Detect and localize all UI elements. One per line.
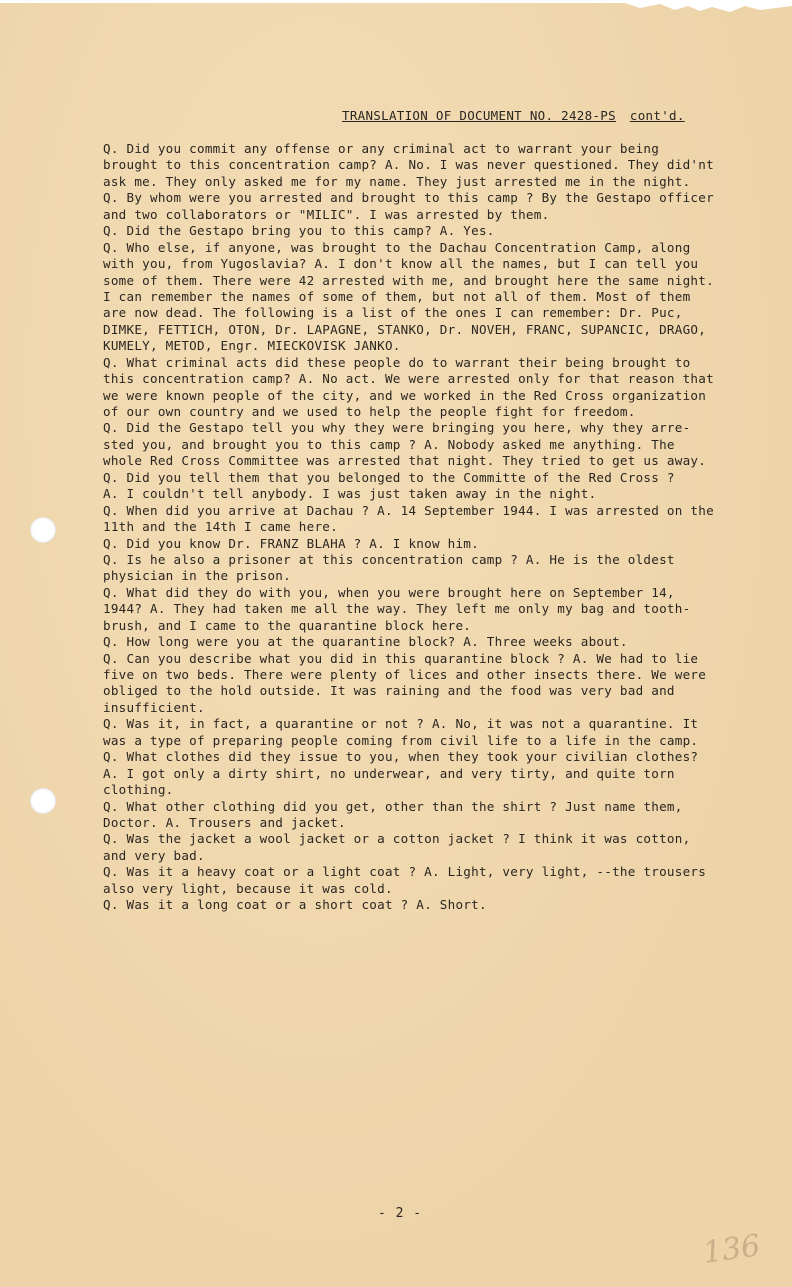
- page-number: - 2 -: [378, 1206, 423, 1221]
- text-line: Q. Did you tell them that you belonged to the Committe of the Red Cross ?: [103, 469, 675, 485]
- text-line: Q. By whom were you arrested and brought to this camp ? By the Gestapo officer: [103, 190, 714, 206]
- text-line: Q. Is he also a prisoner at this concentration camp ? A. He is the oldest: [103, 551, 675, 567]
- text-line: Q. What clothes did they issue to you, when they took your civilian clothes?: [103, 749, 699, 765]
- text-line: KUMELY, METOD, Engr. MIECKOVISK JANKO.: [103, 338, 401, 354]
- text-line: sted you, and brought you to this camp ? A. Nobody asked me anything. The: [103, 436, 675, 452]
- text-line: Q. Was it a heavy coat or a light coat ? A. Light, very light, --the trousers: [103, 864, 707, 880]
- text-line: Q. Did you know Dr. FRANZ BLAHA ? A. I know him.: [103, 535, 479, 551]
- text-line: 1944? A. They had taken me all the way. They left me only my bag and tooth-: [103, 601, 691, 617]
- text-line: physician in the prison.: [103, 568, 291, 584]
- text-line: Q. What other clothing did you get, other than the shirt ? Just name them,: [103, 798, 683, 814]
- text-line: this concentration camp? A. No act. We were arrested only for that reason that: [103, 371, 714, 387]
- text-line: Doctor. A. Trousers and jacket.: [103, 814, 346, 830]
- text-line: A. I couldn't tell anybody. I was just taken away in the night.: [103, 486, 597, 502]
- text-line: Q. Was it, in fact, a quarantine or not ? A. No, it was not a quarantine. It: [103, 716, 699, 732]
- text-line: five on two beds. There were plenty of lices and other insects there. We were: [103, 667, 707, 682]
- testimony-body: [103, 141, 753, 914]
- punch-hole-upper: [30, 517, 56, 543]
- document-header: [342, 108, 685, 123]
- punch-hole-lower: [30, 788, 56, 814]
- text-line: brought to this concentration camp? A. No. I was never questioned. They did'nt: [103, 157, 714, 173]
- text-line: also very light, because it was cold.: [103, 880, 393, 896]
- text-line: Q. Did the Gestapo tell you why they were bringing you here, why they arre-: [103, 420, 691, 436]
- text-line: brush, and I came to the quarantine block here.: [103, 617, 472, 633]
- text-line: whole Red Cross Committee was arrested that night. They tried to get us away.: [103, 453, 707, 469]
- text-line: Q. What criminal acts did these people do to warrant their being brought to: [103, 354, 691, 370]
- text-line: Q. Can you describe what you did in this quarantine block ? A. We had to lie: [103, 650, 699, 666]
- text-line: Q. Was the jacket a wool jacket or a cotton jacket ? I think it was cotton,: [103, 831, 691, 847]
- text-line: was a type of preparing people coming from civil life to a life in the camp.: [103, 732, 699, 748]
- text-line: I can remember the names of some of them, but not all of them. Most of them: [103, 288, 691, 304]
- text-line: Q. Did the Gestapo bring you to this camp? A. Yes.: [103, 223, 495, 239]
- text-line: obliged to the hold outside. It was raining and the food was very bad and: [103, 683, 675, 699]
- text-line: with you, from Yugoslavia? A. I don't know all the names, but I can tell you: [103, 256, 699, 272]
- folio-stamp: 136: [700, 1228, 763, 1271]
- text-line: insufficient.: [103, 699, 205, 715]
- text-line: Q. When did you arrive at Dachau ? A. 14 September 1944. I was arrested on the: [103, 502, 714, 518]
- text-line: DIMKE, FETTICH, OTON, Dr. LAPAGNE, STANKO, Dr. NOVEH, FRANC, SUPANCIC, DRAGO,: [103, 321, 707, 337]
- torn-top-edge: [0, 0, 792, 28]
- text-line: Q. What did they do with you, when you were brought here on September 14,: [103, 584, 675, 600]
- text-line: of our own country and we used to help the people fight for freedom.: [103, 404, 636, 419]
- document-title: TRANSLATION OF DOCUMENT NO. 2428-PS: [342, 108, 616, 123]
- text-line: ask me. They only asked me for my name. They just arrested me in the night.: [103, 173, 691, 189]
- text-line: Q. Who else, if anyone, was brought to the Dachau Concentration Camp, along: [103, 239, 691, 255]
- text-line: 11th and the 14th I came here.: [103, 519, 338, 535]
- text-line: Q. Was it a long coat or a short coat ? A. Short.: [103, 897, 487, 913]
- text-line: Q. Did you commit any offense or any criminal act to warrant your being: [103, 141, 660, 156]
- text-line: are now dead. The following is a list of the ones I can remember: Dr. Puc,: [103, 305, 683, 321]
- text-line: clothing.: [103, 782, 174, 798]
- continued-label: cont'd.: [629, 108, 685, 123]
- text-line: A. I got only a dirty shirt, no underwear, and very tirty, and quite torn: [103, 765, 675, 781]
- text-line: some of them. There were 42 arrested with me, and brought here the same night.: [103, 272, 714, 288]
- text-line: Q. How long were you at the quarantine block? A. Three weeks about.: [103, 634, 628, 650]
- text-line: we were known people of the city, and we worked in the Red Cross organization: [103, 387, 707, 403]
- text-line: and very bad.: [103, 847, 205, 863]
- text-line: and two collaborators or "MILIC". I was arrested by them.: [103, 206, 550, 222]
